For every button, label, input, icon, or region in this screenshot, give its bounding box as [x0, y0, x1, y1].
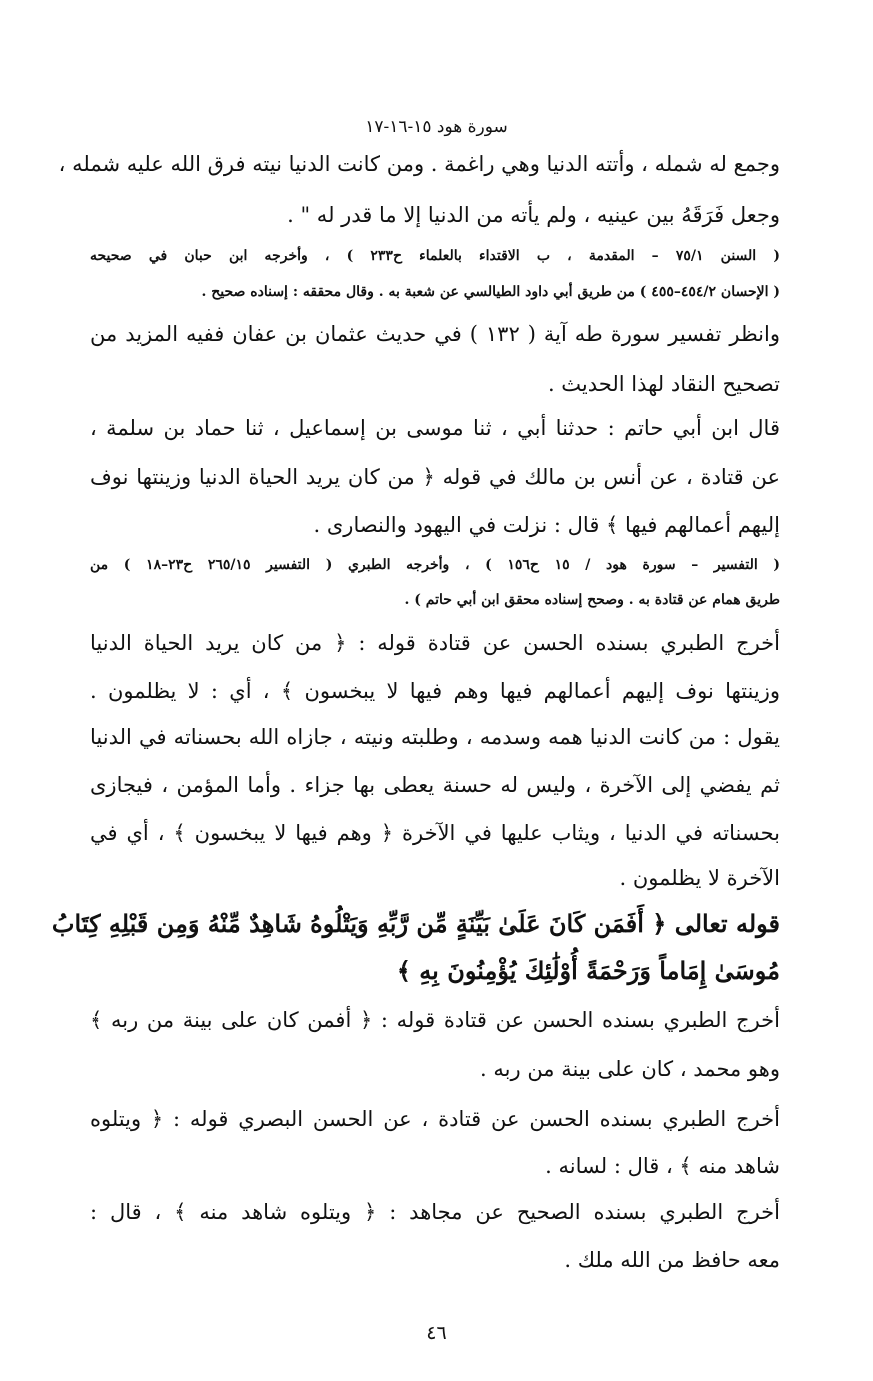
text-line: عن قتادة ، عن أنس بن مالك في قوله ﴿ من كان يريد الحياة الدنيا وزينتها نوف	[90, 465, 780, 489]
text-line: وانظر تفسير سورة طه آية ( ١٣٢ ) في حديث عثمان بن عفان ففيه المزيد من	[90, 322, 780, 346]
text-line: معه حافظ من الله ملك .	[564, 1248, 780, 1272]
running-header: سورة هود ١٥-١٦-١٧	[365, 117, 508, 137]
text-line: يقول : من كانت الدنيا همه وسدمه ، وطلبته ونيته ، جازاه الله بحسناته في الدنيا	[90, 725, 780, 749]
verse-heading-line: مُوسَىٰ إِمَاماً وَرَحْمَةً أُوْلَٰئِكَ يُؤْمِنُونَ بِهِ ﴾	[396, 956, 780, 985]
text-line: بحسناته في الدنيا ، ويثاب عليها في الآخرة ﴿ وهم فيها لا يبخسون ﴾ ، أي في	[90, 821, 780, 845]
text-line: وجعل فَرَقَهُ بين عينيه ، ولم يأته من الدنيا إلا ما قدر له " .	[287, 203, 780, 227]
footnote-line: ( الإحسان ٤٥٤/٢–٤٥٥ ) من طريق أبي داود الطيالسي عن شعبة به . وقال محققه : إسناده صحيح .	[201, 284, 780, 300]
text-line: تصحيح النقاد لهذا الحديث .	[547, 372, 780, 396]
text-line: أخرج الطبري بسنده الحسن عن قتادة ، عن الحسن البصري قوله : ﴿ ويتلوه	[90, 1107, 780, 1131]
text-line: شاهد منه ﴾ ، قال : لسانه .	[545, 1154, 780, 1178]
text-line: أخرج الطبري بسنده الحسن عن قتادة قوله : ﴿ من كان يريد الحياة الدنيا	[90, 631, 780, 655]
text-line: الآخرة لا يظلمون .	[619, 866, 780, 890]
text-line: ثم يفضي إلى الآخرة ، وليس له حسنة يعطى بها جزاء . وأما المؤمن ، فيجازى	[90, 773, 780, 797]
text-line: وجمع له شمله ، وأتته الدنيا وهي راغمة . ومن كانت الدنيا نيته فرق الله عليه شمله ،	[58, 152, 780, 176]
text-line: أخرج الطبري بسنده الحسن عن قتادة قوله : ﴿ أفمن كان على بينة من ربه ﴾	[90, 1008, 780, 1032]
page-number: ٤٦	[426, 1322, 447, 1344]
text-line: قال ابن أبي حاتم : حدثنا أبي ، ثنا موسى بن إسماعيل ، ثنا حماد بن سلمة ،	[90, 416, 780, 440]
text-line: وهو محمد ، كان على بينة من ربه .	[480, 1057, 780, 1081]
footnote-line: ( السنن ٧٥/١ – المقدمة ، ب الاقتداء بالعلماء ح٢٣٣ ) ، وأخرجه ابن حبان في صحيحه	[90, 248, 780, 264]
text-line: وزينتها نوف إليهم أعمالهم فيها وهم فيها لا يبخسون ﴾ ، أي : لا يظلمون .	[90, 679, 780, 703]
footnote-line: ( التفسير – سورة هود / ١٥ ح١٥٦ ) ، وأخرجه الطبري ( التفسير ٢٦٥/١٥ ح٢٣–١٨ ) من	[90, 557, 780, 573]
verse-heading-line: قوله تعالى ﴿ أَفَمَن كَانَ عَلَىٰ بَيِّنَةٍ مِّن رَّبِّهِ وَيَتْلُوهُ شَاهِدٌ مِّنْهُ وَمِن قَبْلِهِ كِتَابُ	[51, 909, 780, 938]
text-line: أخرج الطبري بسنده الصحيح عن مجاهد : ﴿ ويتلوه شاهد منه ﴾ ، قال :	[90, 1200, 780, 1224]
text-line: إليهم أعمالهم فيها ﴾ قال : نزلت في اليهود والنصارى .	[313, 513, 780, 537]
footnote-line: طريق همام عن قتادة به . وصحح إسناده محقق ابن أبي حاتم ) .	[404, 592, 780, 608]
